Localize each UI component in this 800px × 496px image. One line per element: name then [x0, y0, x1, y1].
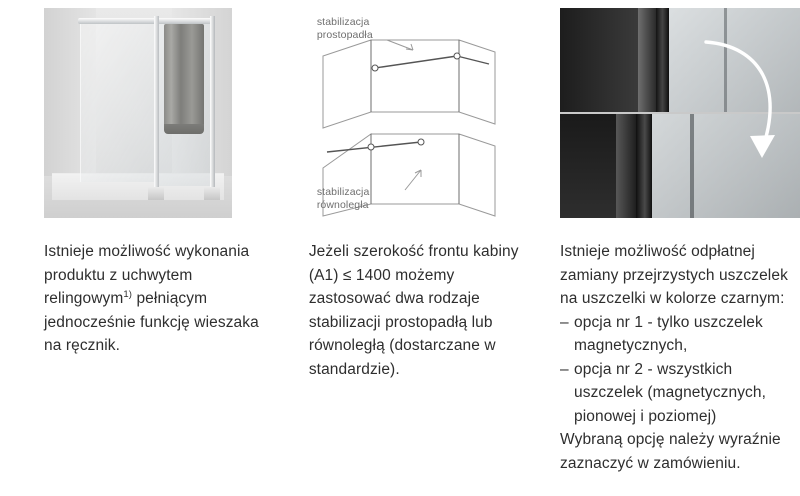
glass-edge: [690, 114, 694, 218]
bullet-dash: –: [560, 360, 569, 378]
diagram-label-perpendicular-line-2: prostopadła: [316, 29, 373, 42]
seal-photo-bottom: [560, 114, 800, 218]
caption-outro: Wybraną opcję należy wyraźnie zaznaczyć w zamówieniu.: [560, 431, 781, 472]
black-seal-comparison-photo: [560, 8, 800, 218]
black-profile-edge: [638, 8, 656, 112]
black-profile-edge: [616, 114, 636, 218]
profile-foot-left: [148, 187, 164, 200]
diagram-label-perpendicular-line-1: stabilizacja: [316, 16, 370, 28]
caption-paragraph: [44, 240, 275, 358]
column-2: [309, 8, 524, 381]
diagram-label-perpendicular: [317, 16, 373, 42]
diagram-label-parallel-line-2: równoległa: [316, 199, 369, 212]
list-item-label: opcja nr 1 - tylko uszczelek magnetycznych,: [574, 313, 763, 355]
caption-paragraph: Jeżeli szerokość frontu kabiny (A1) ≤ 1400 możemy zastosować dwa rodzaje stabilizacji prostopadłą lub równoległą (dostarczane w standardzie).: [308, 243, 519, 378]
caption-column-2: [309, 240, 524, 381]
caption-column-3: [560, 240, 800, 475]
glass-surface: [652, 114, 800, 218]
caption-text-before-superscript: Istnieje możliwość wykonania produktu z uchwytem relingowym: [44, 243, 250, 308]
towel-rail: [78, 18, 214, 24]
stabilisation-diagram: [309, 8, 509, 218]
rail-post-left: [154, 16, 159, 192]
caption-intro: Istnieje możliwość odpłatnej zamiany przejrzystych uszczelek na uszczelki w kolorze czarnym:: [560, 243, 788, 308]
list-item: [560, 311, 800, 358]
towel: [164, 24, 204, 128]
glass-surface: [669, 8, 800, 112]
bullet-dash: –: [560, 313, 569, 331]
magnetic-seal-black: [656, 8, 669, 112]
glass-panel-fixed: [80, 22, 156, 182]
list-item-label: opcja nr 2 - wszystkich uszczelek (magnetycznych, pionowej i poziomej): [574, 360, 767, 425]
vertical-seal-black: [636, 114, 652, 218]
glass-edge: [724, 8, 727, 112]
diagram-label-parallel-line-1: stabilizacja: [316, 186, 370, 198]
caption-text-after-superscript: pełniącym jednocześnie funkcję wieszaka na ręcznik.: [44, 290, 259, 355]
diagram-label-parallel: [317, 186, 370, 212]
footnote-marker: 1): [123, 288, 133, 300]
black-profile-body: [560, 8, 638, 112]
seal-option-list: [560, 311, 800, 429]
caption-column-1: [44, 240, 275, 358]
rail-post-right: [210, 16, 215, 192]
profile-foot-right: [204, 187, 220, 200]
column-1: [44, 8, 275, 358]
shower-enclosure-with-towel-rail-photo: [44, 8, 232, 218]
column-3: [560, 8, 800, 475]
list-item: [560, 358, 800, 429]
seal-photo-top: [560, 8, 800, 112]
black-profile-body: [560, 114, 616, 218]
